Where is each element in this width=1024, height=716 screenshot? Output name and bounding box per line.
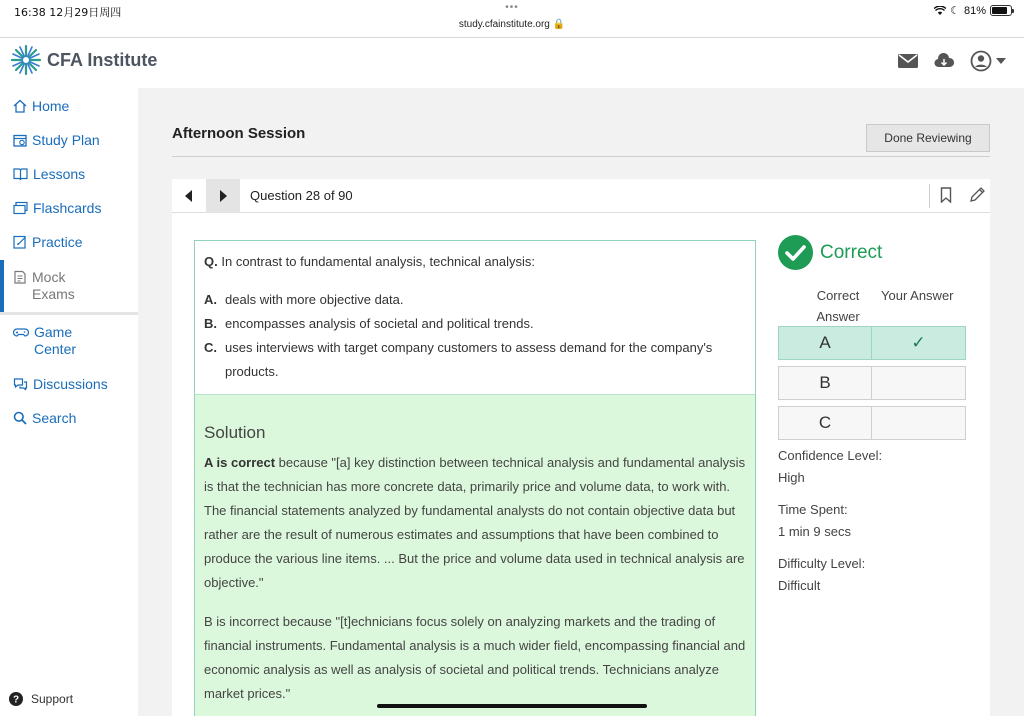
confidence-level [778, 445, 882, 489]
multitask-dots[interactable]: ••• [505, 2, 519, 13]
answer-option-a [204, 288, 750, 312]
sidebar-item-label: Flashcards [33, 200, 102, 216]
your-answer-cell [872, 406, 966, 440]
result-status [778, 235, 882, 270]
bookmark-icon[interactable] [940, 187, 952, 203]
support-link[interactable] [9, 692, 73, 706]
caret-right-icon [219, 190, 227, 202]
logo-text: CFA Institute [47, 49, 158, 70]
chevron-down-icon [996, 58, 1006, 64]
toolbar-divider [929, 184, 930, 208]
sidebar-item-flashcards[interactable] [0, 200, 138, 217]
correct-answer-header: Correct Answer [816, 288, 860, 324]
sidebar-item-study-plan[interactable] [0, 132, 138, 149]
top-header [0, 38, 1024, 88]
sidebar-item-practice[interactable] [0, 234, 138, 251]
question-counter: Question 28 of 90 [250, 188, 353, 203]
battery-percent: 81% [963, 4, 986, 17]
moon-icon: ☾ [950, 5, 960, 17]
sidebar-item-label: Game Center [34, 324, 77, 357]
solution-explanation: because "[a] key distinction between technical analysis and fundamental analysis is that the technician has more concrete data, primarily price and volume data, to work with. The financial statements analyzed by fundamental analysts do not contain objective data but rather are the result of numerous estimates and assumptions that have been combined to produce the various line items. ... But the price and volume data used in technical analysis are objective." [204, 455, 746, 590]
check-circle-icon [778, 235, 813, 270]
solution-paragraph-a [204, 451, 752, 595]
difficulty-label: Difficulty Level: [778, 556, 866, 571]
calendar-icon [13, 133, 27, 147]
sidebar-item-label: Study Plan [32, 132, 100, 148]
result-label: Correct [820, 241, 883, 263]
url-text: study.cfainstitute.org [458, 19, 550, 30]
sidebar-divider [0, 312, 138, 315]
sidebar-item-label: Mock Exams [32, 269, 75, 302]
practice-icon [13, 235, 27, 249]
question-content [172, 213, 990, 716]
lock-icon: 🔒 [552, 19, 566, 30]
sidebar-item-label: Discussions [33, 376, 108, 392]
help-circle-icon [9, 692, 23, 706]
option-text: uses interviews with target company customers to assess demand for the company's products. [225, 340, 713, 379]
caret-left-icon [185, 190, 193, 202]
header-actions [898, 50, 1006, 72]
solution-title: Solution [204, 423, 266, 442]
search-icon [13, 411, 27, 425]
option-text: deals with more objective data. [225, 292, 404, 307]
question-text: In contrast to fundamental analysis, technical analysis: [221, 254, 535, 269]
question-prefix: Q. [204, 254, 218, 269]
support-label: Support [31, 692, 74, 706]
account-menu[interactable] [970, 50, 1006, 72]
option-text: encompasses analysis of societal and political trends. [225, 316, 534, 331]
sidebar-item-home[interactable] [0, 98, 138, 115]
home-icon [13, 99, 27, 113]
confidence-value: High [778, 470, 805, 485]
difficulty-level [778, 553, 865, 597]
sidebar-item-label: Practice [32, 234, 83, 250]
sidebar-item-label: Search [32, 410, 77, 426]
next-question-button[interactable] [206, 179, 240, 213]
title-divider [172, 156, 990, 157]
wifi-icon [934, 6, 946, 16]
url-bar[interactable] [0, 19, 1024, 30]
question-box [194, 240, 756, 394]
status-indicators [934, 4, 1012, 17]
sidebar-item-label: Home [32, 98, 70, 114]
your-answer-header: Your Answer [881, 288, 954, 303]
main-area [138, 88, 1024, 716]
sidebar-item-game-center[interactable] [0, 324, 138, 358]
cloud-download-icon[interactable] [934, 53, 954, 69]
answer-table [778, 326, 966, 446]
status-bar [0, 0, 1024, 38]
sidebar-item-search[interactable] [0, 410, 138, 427]
flashcards-icon [13, 201, 28, 215]
answer-option-b [204, 312, 750, 336]
battery-icon [990, 5, 1012, 16]
cfa-globe-icon [10, 44, 42, 76]
previous-question-button[interactable] [172, 179, 206, 213]
cfa-logo[interactable] [10, 44, 157, 76]
confidence-label: Confidence Level: [778, 448, 883, 463]
correct-answer-cell: B [778, 366, 872, 400]
exam-icon [13, 270, 27, 284]
book-icon [13, 167, 28, 181]
home-indicator[interactable] [377, 704, 647, 708]
user-avatar-icon [970, 50, 992, 72]
answer-option-c [204, 336, 750, 384]
option-letter: B. [204, 316, 217, 331]
your-answer-cell: ✓ [872, 326, 966, 360]
sidebar-item-label: Lessons [33, 166, 86, 182]
question-stem [204, 254, 535, 269]
solution-verdict: A is correct [204, 455, 276, 470]
answer-row-a [778, 326, 966, 360]
option-letter: A. [204, 292, 217, 307]
status-time: 16:38 12月29日周四 [14, 6, 122, 19]
svg-text:?: ? [12, 694, 20, 706]
answer-row-c [778, 406, 966, 440]
answer-row-b [778, 366, 966, 400]
time-spent [778, 499, 851, 543]
chat-bubbles-icon [13, 377, 28, 391]
mail-icon[interactable] [898, 53, 918, 69]
solution-paragraph-b: B is incorrect because "[t]echnicians focus solely on analyzing markets and the trading of financial instruments. Fundamental analysis is a much wider field, encompassing financial and economic analysis as well as analysis of societal and political trends. Technicians analyze market prices." [204, 614, 746, 701]
correct-answer-cell: C [778, 406, 872, 440]
sidebar-item-mock-exams[interactable] [0, 269, 138, 303]
option-letter: C. [204, 340, 217, 355]
question-toolbar [172, 179, 990, 213]
solution-panel [194, 394, 756, 716]
your-answer-cell [872, 366, 966, 400]
time-label: Time Spent: [778, 502, 848, 517]
pencil-icon[interactable] [968, 186, 986, 204]
page-title: Afternoon Session [172, 125, 306, 142]
difficulty-value: Difficult [778, 578, 821, 593]
sidebar-nav [0, 88, 138, 716]
correct-answer-cell: A [778, 326, 872, 360]
sidebar-item-lessons[interactable] [0, 166, 138, 183]
sidebar-item-discussions[interactable] [0, 376, 138, 393]
done-reviewing-button[interactable]: Done Reviewing [866, 124, 990, 152]
time-value: 1 min 9 secs [778, 524, 851, 539]
battery-fill [992, 7, 1007, 14]
gamepad-icon [13, 325, 29, 339]
